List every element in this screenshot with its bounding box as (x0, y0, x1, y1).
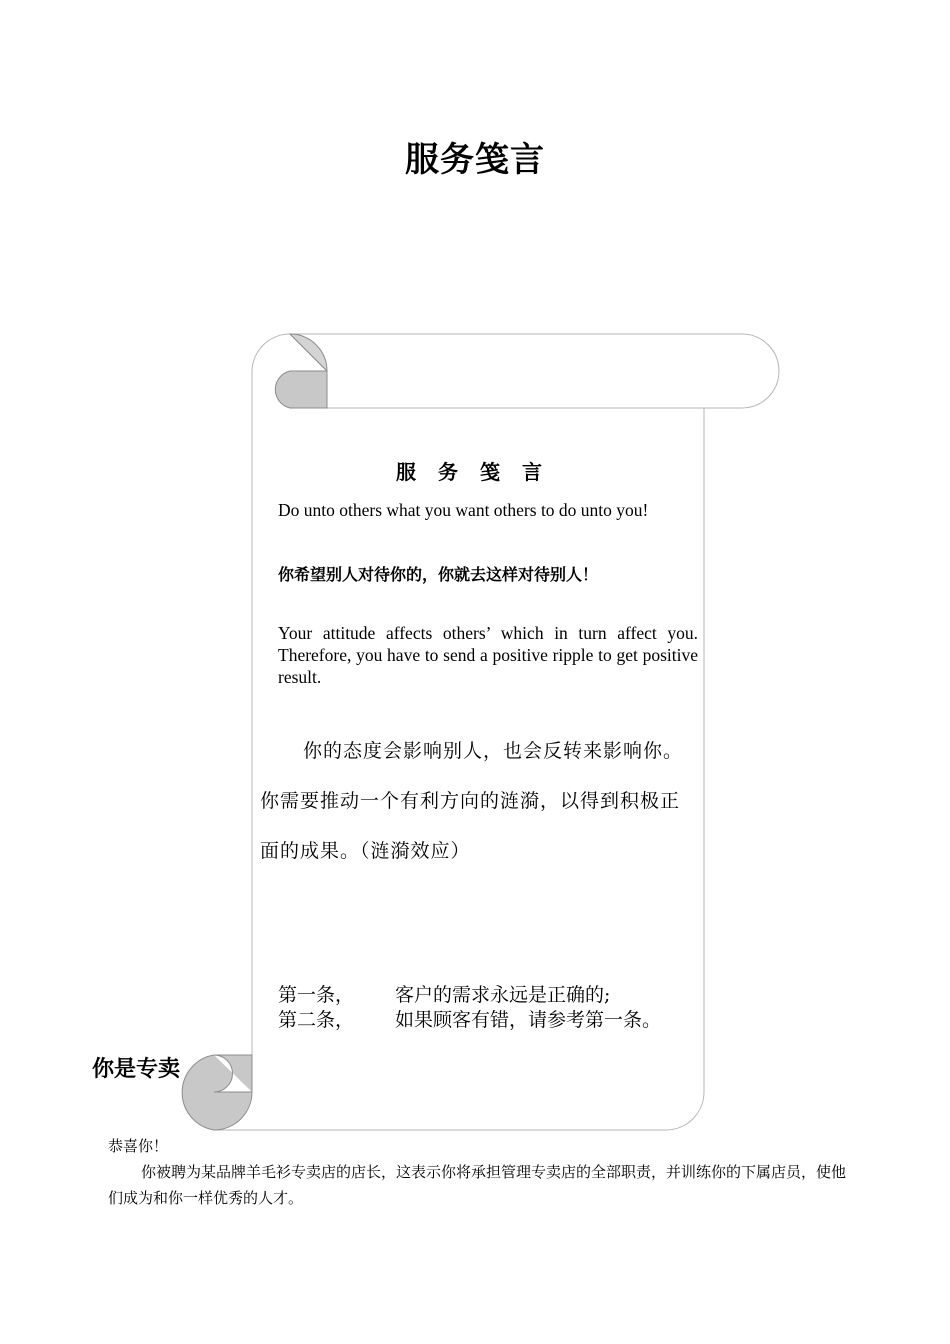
chinese-attitude-line-2: 你需要推动一个有利方向的涟漪，以得到积极正 (260, 790, 681, 812)
chinese-motto: 你希望别人对待你的，你就去这样对待别人！ (278, 565, 599, 584)
chinese-attitude-line-3: 面的成果。（涟漪效应） (260, 840, 471, 862)
chinese-attitude-line-1: 你的态度会影响别人，也会反转来影响你。 (303, 740, 684, 762)
rule-item (278, 1008, 661, 1033)
rule-number: 第一条， (278, 984, 355, 1006)
scroll-heading: 服务笺言 (396, 460, 564, 484)
page-title: 服务笺言 (405, 140, 545, 180)
rule-text: 如果顾客有错，请参考第一条。 (395, 1009, 662, 1031)
rule-number: 第二条， (278, 1009, 355, 1031)
section-heading: 你是专卖 (92, 1057, 181, 1082)
body-paragraph: 你被聘为某品牌羊毛衫专卖店的店长，这表示你将承担管理专卖店的全部职责，并训练你的下属店员，使他们成为和你一样优秀的人才。 (108, 1165, 847, 1207)
chinese-attitude (260, 726, 750, 876)
english-attitude: Your attitude affects others’ which in turn affect you. Therefore, you have to send a positive ripple to get positive result. (278, 623, 698, 687)
rule-item (278, 983, 661, 1008)
rule-text: 客户的需求永远是正确的; (395, 984, 611, 1006)
service-rules (278, 983, 661, 1033)
greeting: 恭喜你！ (108, 1139, 169, 1155)
english-motto: Do unto others what you want others to do unto you! (278, 500, 649, 520)
